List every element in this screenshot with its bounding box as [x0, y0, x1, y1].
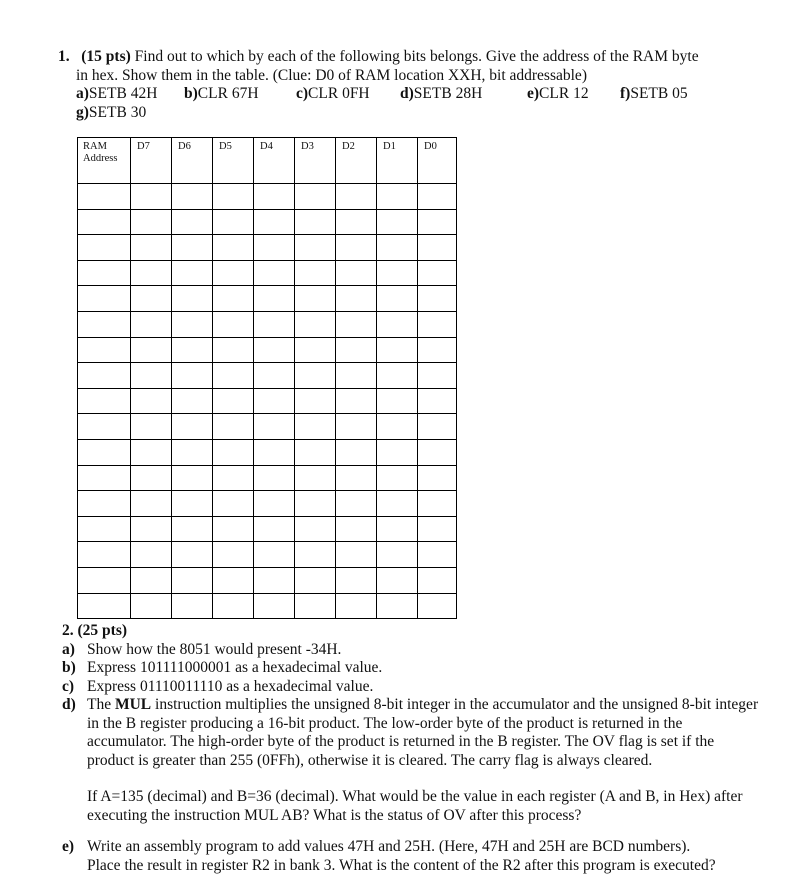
bit-cell [336, 286, 377, 312]
bit-cell [172, 209, 213, 235]
table-row [78, 363, 457, 389]
question-1-items-row-2 [58, 104, 758, 123]
bit-cell [336, 260, 377, 286]
table-row [78, 235, 457, 261]
bit-cell [418, 388, 457, 414]
question-2-part-e: e) Write an assembly program to add values 47H and 25H. (Here, 47H and 25H are BCD numbers). Place the result in register R2 in bank 3. What is the content of the R2 after this program is executed? [62, 838, 716, 874]
bit-cell [172, 516, 213, 542]
bit-cell [418, 235, 457, 261]
bit-cell [131, 184, 172, 210]
header-d3: D3 [295, 138, 336, 184]
bit-cell [418, 491, 457, 517]
table-row [78, 184, 457, 210]
address-cell [78, 516, 131, 542]
table-row [78, 286, 457, 312]
question-1-number: 1. [58, 48, 70, 65]
bit-cell [295, 567, 336, 593]
bit-cell [172, 260, 213, 286]
bit-cell [295, 465, 336, 491]
header-d2: D2 [336, 138, 377, 184]
table-row [78, 491, 457, 517]
bit-cell [377, 388, 418, 414]
bit-cell [172, 337, 213, 363]
bit-cell [172, 542, 213, 568]
table-row [78, 414, 457, 440]
bit-cell [172, 311, 213, 337]
address-cell [78, 414, 131, 440]
header-d0: D0 [418, 138, 457, 184]
bit-cell [377, 593, 418, 619]
bit-cell [254, 593, 295, 619]
bit-cell [336, 363, 377, 389]
bit-cell [418, 286, 457, 312]
bit-cell [213, 542, 254, 568]
item-d: d)SETB 28H [400, 85, 483, 102]
bit-cell [131, 388, 172, 414]
address-cell [78, 337, 131, 363]
bit-cell [254, 542, 295, 568]
bit-cell [131, 542, 172, 568]
question-2-part-d-followup: If A=135 (decimal) and B=36 (decimal). What would be the value in each register (A and B, in Hex) after executing the instruction MUL AB? What is the status of OV after this process? [87, 788, 743, 824]
bit-cell [336, 542, 377, 568]
bit-cell [254, 363, 295, 389]
bit-cell [336, 235, 377, 261]
bit-cell [377, 491, 418, 517]
bit-cell [131, 516, 172, 542]
bit-cell [377, 542, 418, 568]
bit-cell [377, 567, 418, 593]
bit-cell [295, 542, 336, 568]
bit-cell [172, 363, 213, 389]
question-2-part-a: a) Show how the 8051 would present -34H. [62, 640, 342, 658]
bit-cell [213, 311, 254, 337]
address-cell [78, 439, 131, 465]
bit-cell [336, 567, 377, 593]
bit-cell [172, 491, 213, 517]
bit-cell [295, 439, 336, 465]
bit-cell [213, 286, 254, 312]
bit-cell [254, 184, 295, 210]
bit-cell [418, 542, 457, 568]
table-row [78, 337, 457, 363]
bit-cell [418, 363, 457, 389]
bit-cell [131, 491, 172, 517]
bit-cell [377, 414, 418, 440]
bit-cell [131, 209, 172, 235]
table-row [78, 593, 457, 619]
question-1-points: (15 pts) [81, 48, 131, 65]
question-2-heading: 2. (25 pts) [62, 622, 128, 639]
address-cell [78, 567, 131, 593]
bit-cell [254, 414, 295, 440]
address-cell [78, 209, 131, 235]
bit-cell [377, 260, 418, 286]
table-header-row [78, 138, 457, 184]
question-1 [58, 48, 758, 122]
bit-cell [295, 516, 336, 542]
bit-cell [418, 260, 457, 286]
bit-cell [254, 337, 295, 363]
bit-cell [418, 414, 457, 440]
bit-cell [336, 388, 377, 414]
address-cell [78, 184, 131, 210]
bit-cell [377, 286, 418, 312]
question-1-text-1: Find out to which by each of the following bits belongs. Give the address of the RAM byte [130, 48, 699, 65]
bit-cell [254, 439, 295, 465]
bit-cell [295, 491, 336, 517]
bit-cell [131, 593, 172, 619]
bit-cell [254, 311, 295, 337]
question-1-items-row-1 [58, 85, 758, 104]
bit-cell [336, 491, 377, 517]
bit-cell [418, 516, 457, 542]
question-1-text-2: in hex. Show them in the table. (Clue: D0 of RAM location XXH, bit addressable) [76, 66, 587, 84]
address-cell [78, 363, 131, 389]
question-2-part-c: c) Express 01110011110 as a hexadecimal value. [62, 677, 374, 695]
bit-cell [295, 260, 336, 286]
question-2-part-d: d) The MUL instruction multiplies the unsigned 8-bit integer in the accumulator and the unsigned 8-bit integer in the B register producing a 16-bit product. The low-order byte of the product is returned in the accumulator. The high-order byte of the product is returned in the B register. The OV flag is set if the product is greater than 255 (0FFh), otherwise it is cleared. The carry flag is always cleared. [62, 696, 759, 769]
bit-cell [418, 209, 457, 235]
bit-cell [213, 235, 254, 261]
bit-cell [377, 235, 418, 261]
bit-cell [254, 567, 295, 593]
bit-cell [131, 337, 172, 363]
table-row [78, 439, 457, 465]
bit-cell [377, 363, 418, 389]
item-c: c)CLR 0FH [296, 85, 370, 102]
bit-cell [213, 260, 254, 286]
bit-cell [172, 567, 213, 593]
bit-cell [254, 465, 295, 491]
bit-cell [295, 593, 336, 619]
bit-cell [295, 337, 336, 363]
address-cell [78, 235, 131, 261]
item-f: f)SETB 05 [620, 85, 688, 102]
bit-cell [418, 593, 457, 619]
bit-cell [213, 209, 254, 235]
bit-cell [172, 593, 213, 619]
bit-cell [336, 593, 377, 619]
table-row [78, 567, 457, 593]
table-row [78, 388, 457, 414]
bit-cell [213, 337, 254, 363]
address-cell [78, 491, 131, 517]
bit-cell [213, 388, 254, 414]
address-cell [78, 593, 131, 619]
bit-cell [172, 465, 213, 491]
bit-cell [336, 311, 377, 337]
bit-cell [254, 209, 295, 235]
bit-cell [336, 414, 377, 440]
bit-cell [377, 337, 418, 363]
bit-cell [213, 516, 254, 542]
bit-cell [213, 439, 254, 465]
header-d5: D5 [213, 138, 254, 184]
bit-cell [131, 363, 172, 389]
bit-cell [295, 184, 336, 210]
bit-cell [131, 260, 172, 286]
bit-cell [418, 311, 457, 337]
bit-cell [172, 184, 213, 210]
bit-cell [213, 184, 254, 210]
address-cell [78, 311, 131, 337]
bit-cell [418, 337, 457, 363]
address-cell [78, 465, 131, 491]
item-a: a)SETB 42H [76, 85, 158, 102]
bit-cell [418, 567, 457, 593]
item-g: g)SETB 30 [76, 103, 147, 121]
question-2-part-b: b) Express 101111000001 as a hexadecimal value. [62, 659, 383, 676]
table-row [78, 465, 457, 491]
bit-cell [213, 491, 254, 517]
bit-cell [254, 516, 295, 542]
header-d4: D4 [254, 138, 295, 184]
bit-cell [295, 414, 336, 440]
table-row [78, 209, 457, 235]
table-row [78, 542, 457, 568]
table-row [78, 516, 457, 542]
bit-cell [131, 311, 172, 337]
address-cell [78, 388, 131, 414]
bit-cell [254, 260, 295, 286]
bit-cell [131, 465, 172, 491]
bit-cell [254, 235, 295, 261]
item-e: e)CLR 12 [527, 85, 589, 102]
bit-cell [418, 184, 457, 210]
bit-cell [254, 491, 295, 517]
bit-cell [377, 465, 418, 491]
header-ram-address: RAM Address [78, 138, 131, 184]
bit-cell [336, 337, 377, 363]
question-2 [62, 622, 762, 875]
bit-cell [336, 516, 377, 542]
bit-cell [295, 209, 336, 235]
bit-cell [295, 286, 336, 312]
item-b: b)CLR 67H [184, 85, 259, 102]
header-d7: D7 [131, 138, 172, 184]
address-cell [78, 260, 131, 286]
bit-cell [336, 209, 377, 235]
bit-cell [336, 465, 377, 491]
bit-cell [131, 286, 172, 312]
bit-cell [295, 235, 336, 261]
table-row [78, 260, 457, 286]
bit-cell [172, 414, 213, 440]
bit-cell [213, 363, 254, 389]
bit-cell [131, 439, 172, 465]
bit-cell [377, 184, 418, 210]
bit-cell [336, 439, 377, 465]
bit-cell [377, 209, 418, 235]
bit-cell [418, 465, 457, 491]
bit-cell [131, 235, 172, 261]
header-d1: D1 [377, 138, 418, 184]
bit-cell [254, 286, 295, 312]
bit-cell [377, 311, 418, 337]
bit-cell [131, 414, 172, 440]
bit-cell [295, 388, 336, 414]
bit-cell [172, 439, 213, 465]
bit-cell [213, 593, 254, 619]
question-1-line-1 [58, 48, 758, 67]
bit-cell [172, 235, 213, 261]
bit-address-table [77, 137, 457, 619]
bit-cell [336, 184, 377, 210]
bit-cell [377, 516, 418, 542]
bit-cell [131, 567, 172, 593]
address-cell [78, 286, 131, 312]
header-d6: D6 [172, 138, 213, 184]
table-row [78, 311, 457, 337]
bit-cell [172, 286, 213, 312]
bit-cell [295, 363, 336, 389]
bit-cell [213, 567, 254, 593]
address-cell [78, 542, 131, 568]
bit-cell [213, 414, 254, 440]
bit-cell [295, 311, 336, 337]
bit-cell [377, 439, 418, 465]
bit-cell [254, 388, 295, 414]
bit-cell [418, 439, 457, 465]
bit-cell [213, 465, 254, 491]
bit-cell [172, 388, 213, 414]
